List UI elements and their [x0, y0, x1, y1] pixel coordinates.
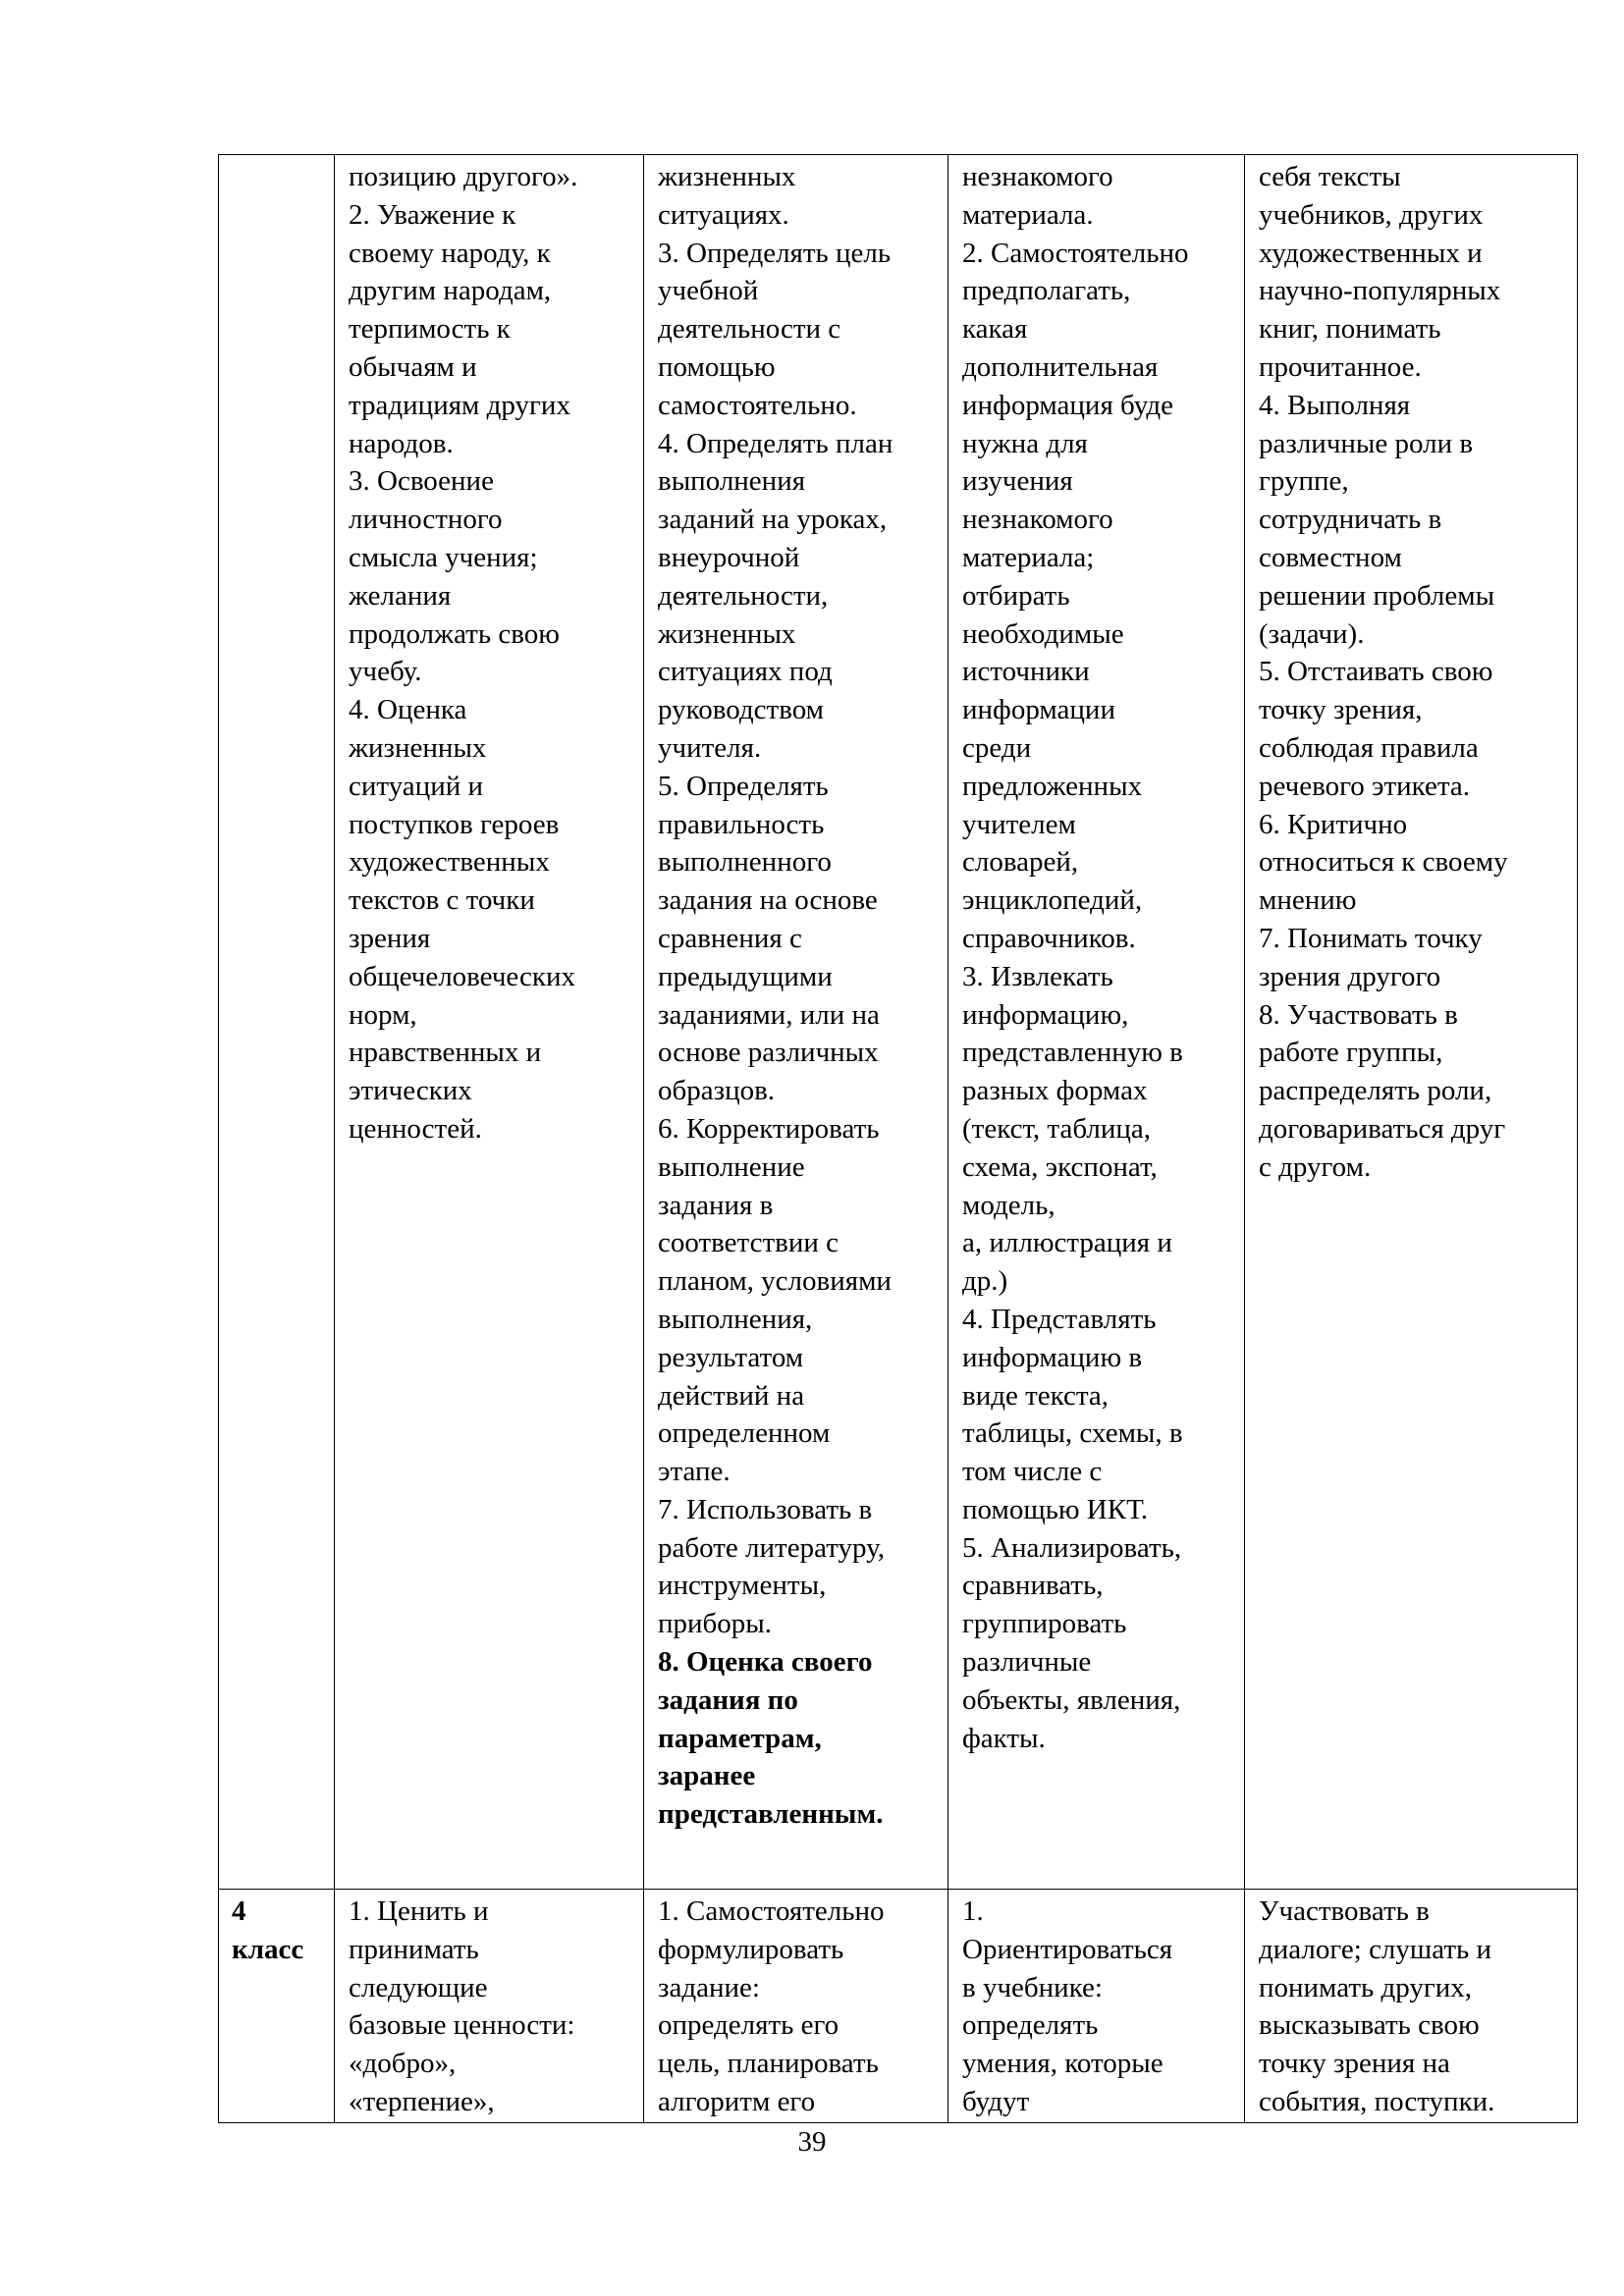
- cell-line: 4. Представлять: [962, 1303, 1157, 1335]
- cell-line: Участвовать в: [1259, 1896, 1430, 1927]
- cell-line: базовые ценности:: [349, 2009, 575, 2042]
- cell-line: себя тексты: [1259, 161, 1401, 192]
- cell-line: этических: [349, 1075, 472, 1107]
- cell-line: незнакомого: [962, 504, 1113, 536]
- cell-line: источники: [962, 656, 1090, 688]
- cell-line: внеурочной: [658, 541, 800, 573]
- cell-line: 5. Определять: [658, 770, 829, 802]
- cell-line: прочитанное.: [1259, 350, 1422, 383]
- cell-line: среди: [962, 731, 1032, 764]
- cell-line: 7. Использовать в: [658, 1493, 873, 1525]
- cell-line: 7. Понимать точку: [1259, 922, 1483, 954]
- cell-line: личностного: [349, 504, 503, 536]
- cell-line: цель, планировать: [658, 2048, 879, 2080]
- grade-cell: [219, 155, 335, 1890]
- cell-line: общечеловеческих: [349, 960, 575, 992]
- cell-line: справочников.: [962, 922, 1136, 954]
- cell-line: художественных: [349, 846, 550, 879]
- cell-line: класс: [232, 1933, 304, 1965]
- cell-line: предыдущими: [658, 960, 833, 992]
- communicative-results-cell: [1245, 155, 1578, 1890]
- cell-line: 3. Освоение: [349, 465, 494, 498]
- cell-line: работе литературу,: [658, 1531, 885, 1564]
- cell-line: 4. Определять план: [658, 427, 893, 459]
- cell-line: правильность: [658, 808, 825, 840]
- cell-line: речевого этикета.: [1259, 770, 1471, 802]
- cell-line: представленным.: [658, 1798, 884, 1831]
- cell-line: самостоятельно.: [658, 389, 857, 421]
- cell-line: 3. Извлекать: [962, 960, 1113, 992]
- cell-line: виде текста,: [962, 1379, 1110, 1412]
- cell-line: действий на: [658, 1379, 805, 1412]
- cell-line: отбирать: [962, 579, 1070, 612]
- cell-line: мнению: [1259, 884, 1357, 917]
- cell-line: представленную в: [962, 1037, 1183, 1069]
- cell-line: необходимые: [962, 617, 1124, 650]
- cell-line: народов.: [349, 427, 454, 459]
- personal-results-cell: [335, 155, 644, 1890]
- cell-line: определенном: [658, 1417, 831, 1450]
- cell-line: 1. Самостоятельно: [658, 1896, 885, 1927]
- cell-line: деятельности с: [658, 313, 841, 346]
- cell-line: принимать: [349, 1933, 479, 1965]
- cell-line: основе различных: [658, 1037, 879, 1069]
- cell-line: 6. Критично: [1259, 808, 1408, 840]
- cell-line: жизненных: [658, 161, 796, 192]
- cell-line: разных формах: [962, 1075, 1148, 1107]
- table-row-continuation: [219, 155, 1578, 1890]
- cell-line: предложенных: [962, 770, 1143, 802]
- cell-line: руководством: [658, 694, 824, 726]
- cell-line: 2. Самостоятельно: [962, 237, 1189, 269]
- cell-line: (задачи).: [1259, 617, 1365, 650]
- cell-line: события, поступки.: [1259, 2085, 1495, 2117]
- cell-line: работе группы,: [1259, 1037, 1443, 1069]
- cell-line: информации: [962, 694, 1115, 726]
- cell-line: будут: [962, 2085, 1030, 2117]
- cell-line: объекты, явления,: [962, 1683, 1181, 1716]
- cell-line: высказывать свою: [1259, 2009, 1480, 2042]
- cell-line: группировать: [962, 1608, 1127, 1640]
- cell-line: деятельности,: [658, 579, 829, 612]
- cell-line: норм,: [349, 998, 417, 1031]
- cell-line: договариваться друг: [1259, 1112, 1506, 1145]
- cell-line: текстов с точки: [349, 884, 535, 917]
- cell-line: заданий на уроках,: [658, 504, 888, 536]
- cell-line: а, иллюстрация и: [962, 1227, 1172, 1259]
- cell-line: информацию в: [962, 1341, 1143, 1373]
- cell-line: распределять роли,: [1259, 1075, 1492, 1107]
- page-number: 39: [797, 2126, 827, 2158]
- cell-line: нравственных и: [349, 1037, 542, 1069]
- cell-line: 4. Выполняя: [1259, 389, 1411, 421]
- cell-line: различные: [962, 1646, 1092, 1679]
- regulatory-results-cell: [644, 1890, 948, 2123]
- cell-line: обычаям и: [349, 350, 477, 383]
- cell-line: том числе с: [962, 1456, 1103, 1488]
- cell-line: алгоритм его: [658, 2085, 816, 2117]
- cell-line: группе,: [1259, 465, 1349, 498]
- cell-line: 5. Отстаивать свою: [1259, 656, 1493, 688]
- cell-line: 1.: [962, 1896, 984, 1927]
- cell-line: зрения: [349, 922, 431, 954]
- cell-line: решении проблемы: [1259, 579, 1495, 612]
- cell-line: помощью ИКТ.: [962, 1493, 1149, 1525]
- cell-line: совместном: [1259, 541, 1402, 573]
- cognitive-results-cell: [948, 155, 1245, 1890]
- cell-line: жизненных: [658, 617, 796, 650]
- cell-line: выполнения,: [658, 1303, 813, 1335]
- cell-line: позицию другого».: [349, 161, 578, 192]
- cell-line: планом, условиями: [658, 1265, 892, 1298]
- cell-line: относиться к своему: [1259, 846, 1508, 879]
- cell-line: зрения другого: [1259, 960, 1441, 992]
- cell-line: понимать других,: [1259, 1971, 1473, 2003]
- cell-line: словарей,: [962, 846, 1079, 879]
- cell-line: выполнение: [658, 1150, 805, 1183]
- cell-line: материала;: [962, 541, 1095, 573]
- cell-line: определять: [962, 2009, 1099, 2042]
- cell-line: 4. Оценка: [349, 694, 467, 726]
- cell-line: предполагать,: [962, 275, 1131, 307]
- cell-line: своему народу, к: [349, 237, 551, 269]
- cell-line: таблицы, схемы, в: [962, 1417, 1183, 1450]
- cell-line: с другом.: [1259, 1150, 1372, 1183]
- cell-line: 8. Участвовать в: [1259, 998, 1458, 1031]
- cell-line: параметрам,: [658, 1722, 822, 1754]
- cell-line: точку зрения на: [1259, 2048, 1450, 2080]
- cell-line: умения, которые: [962, 2048, 1164, 2080]
- cell-line: этапе.: [658, 1456, 731, 1488]
- cell-line: изучения: [962, 465, 1073, 498]
- cell-line: какая: [962, 313, 1028, 346]
- cell-line: другим народам,: [349, 275, 552, 307]
- cell-line: заранее: [658, 1760, 756, 1792]
- cell-line: «терпение»,: [349, 2085, 495, 2117]
- table-row-grade-4: [219, 1890, 1578, 2123]
- cell-line: незнакомого: [962, 161, 1113, 192]
- cell-line: энциклопедий,: [962, 884, 1143, 917]
- cell-line: учителем: [962, 808, 1076, 840]
- cell-line: помощью: [658, 350, 776, 383]
- curriculum-table: [218, 154, 1578, 2123]
- cell-line: информация буде: [962, 389, 1173, 421]
- cell-line: ситуациях.: [658, 198, 789, 231]
- cell-line: точку зрения,: [1259, 694, 1423, 726]
- cell-line: в учебнике:: [962, 1971, 1103, 2003]
- cell-line: модель,: [962, 1189, 1056, 1221]
- cell-line: учителя.: [658, 731, 762, 764]
- cell-line: др.): [962, 1265, 1008, 1298]
- cell-line: формулировать: [658, 1933, 844, 1965]
- cell-line: «добро»,: [349, 2048, 457, 2080]
- cell-line: ситуаций и: [349, 770, 483, 802]
- cell-line: 8. Оценка своего: [658, 1646, 873, 1679]
- cognitive-results-cell: [948, 1890, 1245, 2123]
- cell-line: жизненных: [349, 731, 487, 764]
- cell-line: учебу.: [349, 656, 422, 688]
- cell-line: терпимость к: [349, 313, 511, 346]
- regulatory-results-cell: [644, 155, 948, 1890]
- cell-line: результатом: [658, 1341, 804, 1373]
- cell-line: продолжать свою: [349, 617, 560, 650]
- cell-line: сравнения с: [658, 922, 802, 954]
- cell-line: соответствии с: [658, 1227, 839, 1259]
- cell-line: 5. Анализировать,: [962, 1531, 1182, 1564]
- cell-line: традициям других: [349, 389, 570, 421]
- communicative-results-cell: [1245, 1890, 1578, 2123]
- cell-line: 6. Корректировать: [658, 1112, 880, 1145]
- cell-line: желания: [349, 579, 452, 612]
- cell-line: ситуациях под: [658, 656, 833, 688]
- cell-line: учебной: [658, 275, 759, 307]
- grade-cell: [219, 1890, 335, 2123]
- cell-line: сравнивать,: [962, 1570, 1104, 1602]
- cell-line: определять его: [658, 2009, 839, 2042]
- cell-line: выполнения: [658, 465, 806, 498]
- cell-line: художественных и: [1259, 237, 1483, 269]
- cell-line: 2. Уважение к: [349, 198, 516, 231]
- cell-line: задания по: [658, 1683, 798, 1716]
- personal-results-cell: [335, 1890, 644, 2123]
- cell-line: научно-популярных: [1259, 275, 1501, 307]
- cell-line: ценностей.: [349, 1112, 482, 1145]
- cell-line: приборы.: [658, 1608, 773, 1640]
- cell-line: инструменты,: [658, 1570, 827, 1602]
- cell-line: книг, понимать: [1259, 313, 1441, 346]
- cell-line: 3. Определять цель: [658, 237, 892, 269]
- cell-line: 4: [232, 1896, 246, 1927]
- cell-line: задания на основе: [658, 884, 878, 917]
- cell-line: задание:: [658, 1971, 760, 2003]
- cell-line: следующие: [349, 1971, 488, 2003]
- cell-line: различные роли в: [1259, 427, 1474, 459]
- cell-line: нужна для: [962, 427, 1088, 459]
- cell-line: смысла учения;: [349, 541, 538, 573]
- cell-line: поступков героев: [349, 808, 560, 840]
- cell-line: (текст, таблица,: [962, 1112, 1151, 1145]
- cell-line: схема, экспонат,: [962, 1150, 1158, 1183]
- cell-line: диалоге; слушать и: [1259, 1933, 1492, 1965]
- cell-line: информацию,: [962, 998, 1129, 1031]
- cell-line: задания в: [658, 1189, 774, 1221]
- cell-line: факты.: [962, 1722, 1046, 1754]
- cell-line: соблюдая правила: [1259, 731, 1479, 764]
- cell-line: материала.: [962, 198, 1094, 231]
- cell-line: Ориентироваться: [962, 1933, 1173, 1965]
- cell-line: учебников, других: [1259, 198, 1484, 231]
- cell-line: сотрудничать в: [1259, 504, 1442, 536]
- cell-line: выполненного: [658, 846, 832, 879]
- cell-line: образцов.: [658, 1075, 776, 1107]
- cell-line: дополнительная: [962, 350, 1159, 383]
- cell-line: 1. Ценить и: [349, 1896, 489, 1927]
- cell-line: заданиями, или на: [658, 998, 880, 1031]
